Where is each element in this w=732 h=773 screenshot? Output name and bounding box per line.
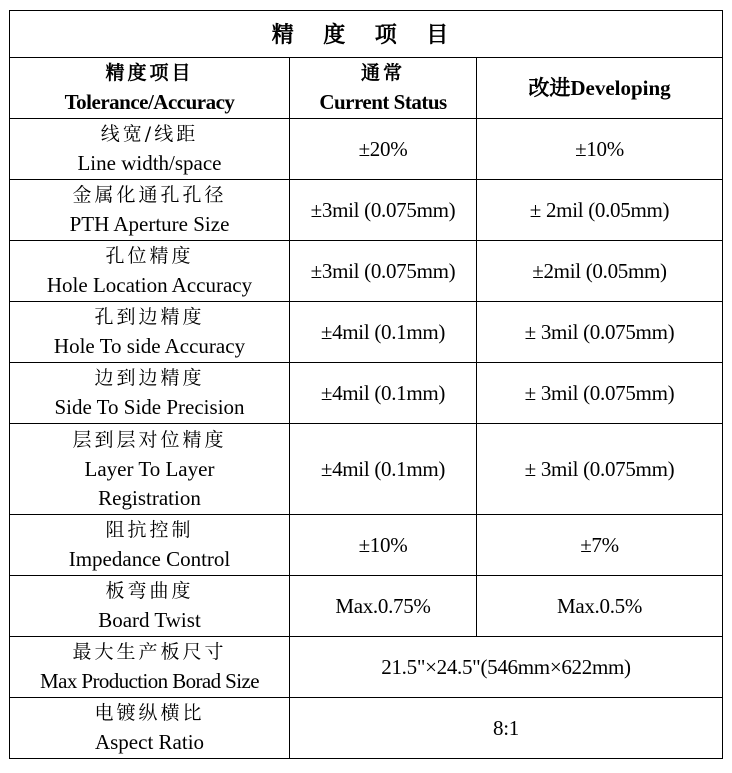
developing-value: ± 3mil (0.075mm) bbox=[477, 424, 723, 515]
developing-value: Max.0.5% bbox=[477, 576, 723, 637]
row-label-en: Aspect Ratio bbox=[94, 730, 205, 754]
current-value: ±3mil (0.075mm) bbox=[290, 180, 477, 241]
current-value: ±10% bbox=[290, 515, 477, 576]
header-item-cn: 精度项目 bbox=[105, 62, 194, 84]
title-row bbox=[10, 11, 723, 58]
row-label bbox=[10, 302, 290, 363]
table-title: 精 度 项 目 bbox=[10, 11, 723, 58]
header-developing: 改进Developing bbox=[477, 58, 723, 119]
developing-value: ±10% bbox=[477, 119, 723, 180]
row-label-en: Impedance Control bbox=[68, 547, 231, 571]
row-label bbox=[10, 698, 290, 759]
developing-value: ± 2mil (0.05mm) bbox=[477, 180, 723, 241]
current-value: ±4mil (0.1mm) bbox=[290, 363, 477, 424]
table-row bbox=[10, 180, 723, 241]
header-current bbox=[290, 58, 477, 119]
header-item-en: Tolerance/Accuracy bbox=[64, 90, 235, 114]
row-label bbox=[10, 576, 290, 637]
row-label-cn: 层到层对位精度 bbox=[72, 428, 227, 451]
merged-value: 21.5"×24.5"(546mm×622mm) bbox=[290, 637, 723, 698]
current-value: ±4mil (0.1mm) bbox=[290, 302, 477, 363]
table-row bbox=[10, 424, 723, 515]
row-label-cn: 金属化通孔孔径 bbox=[72, 184, 227, 206]
table-row bbox=[10, 241, 723, 302]
table-row bbox=[10, 576, 723, 637]
tolerance-table bbox=[9, 10, 723, 759]
row-label bbox=[10, 515, 290, 576]
table-row bbox=[10, 302, 723, 363]
row-label bbox=[10, 180, 290, 241]
row-label-en: Max Production Borad Size bbox=[40, 669, 259, 693]
header-current-cn: 通常 bbox=[360, 62, 405, 84]
merged-value: 8:1 bbox=[290, 698, 723, 759]
table-row bbox=[10, 698, 723, 759]
row-label-cn: 边到边精度 bbox=[94, 367, 205, 389]
row-label-cn: 最大生产板尺寸 bbox=[72, 641, 227, 663]
row-label-cn: 孔位精度 bbox=[105, 245, 194, 267]
header-item bbox=[10, 58, 290, 119]
developing-value: ±2mil (0.05mm) bbox=[477, 241, 723, 302]
table-row bbox=[10, 363, 723, 424]
row-label-cn: 电镀纵横比 bbox=[94, 702, 205, 724]
header-row bbox=[10, 58, 723, 119]
row-label-en: Side To Side Precision bbox=[54, 395, 245, 419]
row-label-cn: 阻抗控制 bbox=[105, 519, 194, 541]
row-label-en: PTH Aperture Size bbox=[69, 212, 230, 236]
developing-value: ±7% bbox=[477, 515, 723, 576]
developing-value: ± 3mil (0.075mm) bbox=[477, 302, 723, 363]
header-current-en: Current Status bbox=[319, 90, 447, 114]
row-label bbox=[10, 363, 290, 424]
table-row bbox=[10, 515, 723, 576]
developing-value: ± 3mil (0.075mm) bbox=[477, 363, 723, 424]
row-label bbox=[10, 424, 290, 515]
row-label-cn: 线宽/线距 bbox=[100, 123, 199, 145]
current-value: ±3mil (0.075mm) bbox=[290, 241, 477, 302]
current-value: ±4mil (0.1mm) bbox=[290, 424, 477, 515]
table-row bbox=[10, 119, 723, 180]
row-label-en: Hole Location Accuracy bbox=[46, 273, 253, 297]
row-label bbox=[10, 637, 290, 698]
row-label-en: Line width/space bbox=[77, 151, 222, 175]
row-label-en-line2: Registration bbox=[98, 485, 201, 510]
row-label-cn: 孔到边精度 bbox=[94, 306, 205, 328]
row-label bbox=[10, 241, 290, 302]
row-label-en: Board Twist bbox=[98, 608, 201, 632]
row-label bbox=[10, 119, 290, 180]
current-value: Max.0.75% bbox=[290, 576, 477, 637]
row-label-en-line1: Layer To Layer bbox=[84, 456, 215, 481]
row-label-en: Hole To side Accuracy bbox=[53, 334, 246, 358]
table-row bbox=[10, 637, 723, 698]
current-value: ±20% bbox=[290, 119, 477, 180]
row-label-cn: 板弯曲度 bbox=[105, 580, 194, 602]
